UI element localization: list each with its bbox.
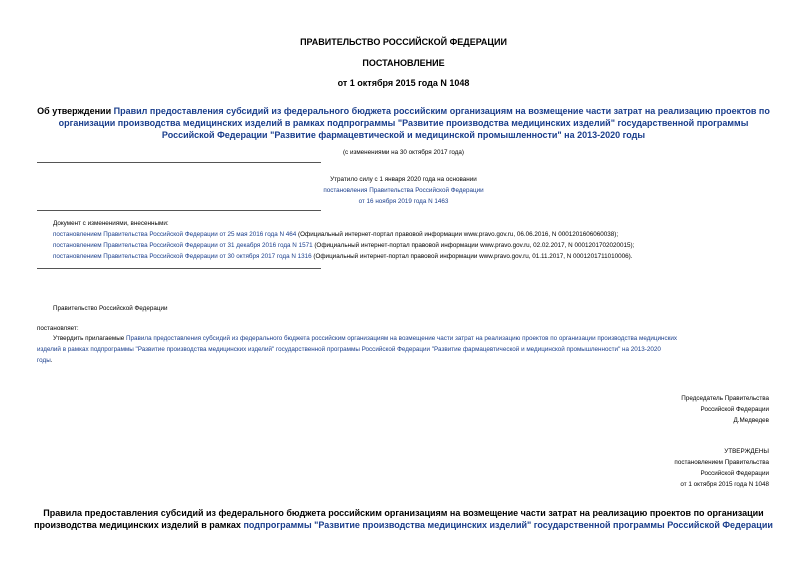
divider bbox=[37, 162, 321, 163]
changes-heading: Документ с изменениями, внесенными: bbox=[53, 220, 169, 227]
expired-line1: Утратило силу с 1 января 2020 года на основании bbox=[330, 176, 477, 183]
approved-by: постановлением Правительства bbox=[674, 459, 769, 466]
decides-label: постановляет: bbox=[37, 325, 79, 332]
paragraph-end: . bbox=[50, 357, 53, 364]
signature-block bbox=[469, 393, 769, 426]
expired-notice bbox=[0, 174, 807, 207]
amendment-note: (с изменениями на 30 октября 2017 года) bbox=[342, 149, 465, 156]
divider bbox=[37, 210, 321, 211]
paragraph-prefix: Утвердить прилагаемые bbox=[53, 335, 126, 342]
document-type: ПОСТАНОВЛЕНИЕ bbox=[362, 58, 445, 68]
rules-link-line3[interactable]: годы bbox=[37, 357, 51, 364]
changes-item-source: (Официальный интернет-портал правовой информации www.pravo.gov.ru, 02.02.2017, N 0001201702020015); bbox=[312, 242, 635, 249]
changes-item bbox=[53, 251, 803, 262]
title-link-line2[interactable]: организации производства медицинских изделий в рамках подпрограммы "Развитие производства медицинских изделий" государственной программы bbox=[58, 118, 749, 128]
rules-link-line1[interactable]: Правила предоставления субсидий из федерального бюджета российским организациям на возмещение части затрат на реализацию проектов по организации производства медицинских bbox=[126, 335, 678, 342]
changes-item bbox=[53, 229, 803, 240]
changes-block bbox=[53, 218, 803, 262]
rules-link-line2[interactable]: изделий в рамках подпрограммы "Развитие производства медицинских изделий" государственной программы Российской Федерации "Развитие фармацевтической и медицинской промышленности" на 2013-2020 bbox=[37, 346, 661, 353]
signature-position: Председатель Правительства bbox=[681, 395, 769, 402]
changes-item-link[interactable]: постановлением Правительства Российской Федерации от 30 октября 2017 года N 1316 bbox=[53, 253, 312, 260]
document-date-number: от 1 октября 2015 года N 1048 bbox=[337, 78, 470, 88]
approved-date: от 1 октября 2015 года N 1048 bbox=[680, 481, 769, 488]
changes-item-source: (Официальный интернет-портал правовой информации www.pravo.gov.ru, 06.06.2016, N 0001201606060038); bbox=[296, 231, 619, 238]
government-subject: Правительство Российской Федерации bbox=[53, 305, 168, 312]
government-heading: ПРАВИТЕЛЬСТВО РОССИЙСКОЙ ФЕДЕРАЦИИ bbox=[300, 37, 507, 47]
signature-name: Д.Медведев bbox=[733, 417, 769, 424]
changes-item-source: (Официальный интернет-портал правовой информации www.pravo.gov.ru, 01.11.2017, N 0001201711010006). bbox=[311, 253, 633, 260]
changes-item-link[interactable]: постановлением Правительства Российской Федерации от 25 мая 2016 года N 464 bbox=[53, 231, 297, 238]
signature-country: Российской Федерации bbox=[700, 406, 769, 413]
title-link-line3[interactable]: Российской Федерации "Развитие фармацевтической и медицинской промышленности" на 2013-2020 годы bbox=[161, 130, 646, 140]
subprogram-link[interactable]: подпрограммы "Развитие производства медицинских изделий" государственной программы Российской Федерации bbox=[243, 520, 773, 530]
rules-title-line2: производства медицинских изделий в рамках bbox=[34, 520, 244, 530]
changes-item bbox=[53, 240, 803, 251]
rules-title bbox=[0, 507, 807, 531]
approved-block bbox=[469, 446, 769, 490]
document-title bbox=[0, 105, 807, 141]
divider bbox=[37, 268, 321, 269]
title-prefix: Об утверждении bbox=[37, 106, 114, 116]
decree-paragraph bbox=[37, 333, 777, 366]
title-link-line1[interactable]: Правил предоставления субсидий из федерального бюджета российским организациям на возмещение части затрат на реализацию проектов по bbox=[113, 106, 770, 116]
expired-decree-link[interactable]: постановления Правительства Российской Федерации bbox=[323, 187, 484, 194]
approved-country: Российской Федерации bbox=[700, 470, 769, 477]
rules-title-line1: Правила предоставления субсидий из федерального бюджета российским организациям на возмещение части затрат на реализацию проектов по организации bbox=[43, 508, 764, 518]
approved-label: УТВЕРЖДЕНЫ bbox=[724, 448, 769, 455]
expired-decree-date-link[interactable]: от 16 ноября 2019 года N 1463 bbox=[358, 198, 449, 205]
changes-item-link[interactable]: постановлением Правительства Российской Федерации от 31 декабря 2016 года N 1571 bbox=[53, 242, 313, 249]
